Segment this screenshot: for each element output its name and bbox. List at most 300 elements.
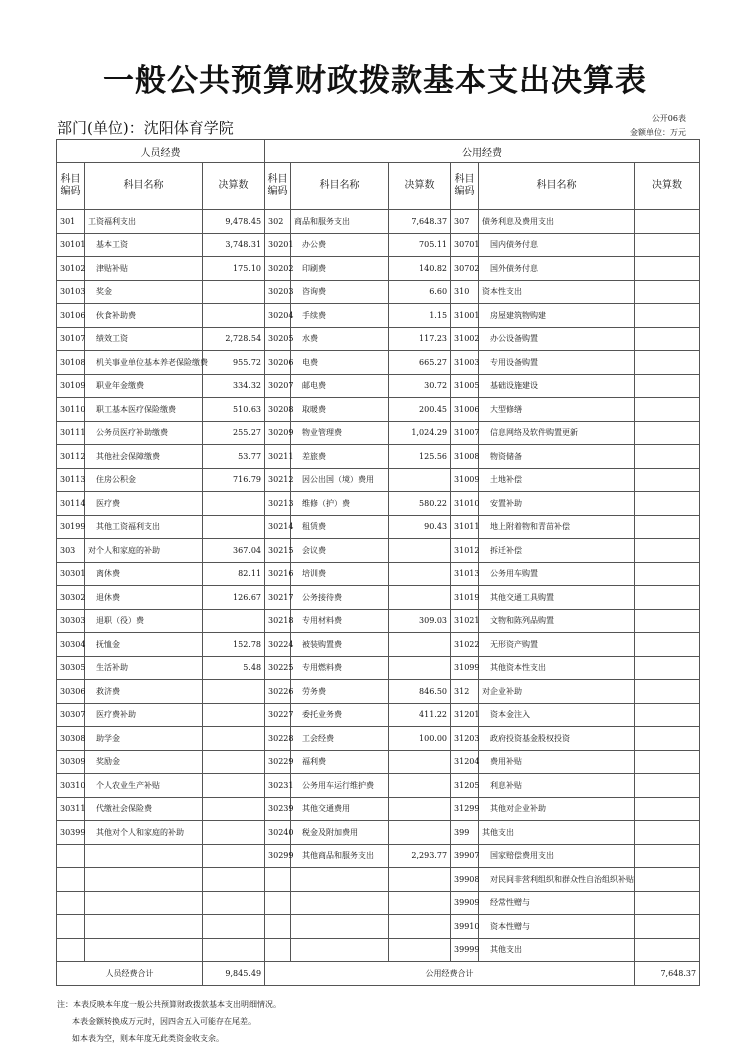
expenditure-table: [56, 139, 700, 986]
name-cell: 国外债务付息: [479, 257, 635, 281]
code-cell: [265, 915, 291, 939]
name-cell: 对民间非营利组织和群众性自治组织补贴: [479, 868, 635, 892]
name-cell: 差旅费: [291, 445, 389, 469]
code-cell: 30229: [265, 750, 291, 774]
header-name: 科目名称: [85, 163, 203, 210]
amount-cell: 255.27: [203, 421, 265, 445]
code-cell: 30307: [57, 703, 85, 727]
code-cell: 30218: [265, 609, 291, 633]
name-cell: 拆迁补偿: [479, 539, 635, 563]
name-cell: 委托业务费: [291, 703, 389, 727]
name-cell: 租赁费: [291, 515, 389, 539]
amount-cell: 117.23: [389, 327, 451, 351]
header-code: 科目编码: [265, 163, 291, 210]
name-cell: [85, 938, 203, 962]
amount-cell: [389, 797, 451, 821]
public-total-value: 7,648.37: [635, 962, 700, 986]
table-row: [57, 844, 700, 868]
table-row: [57, 280, 700, 304]
code-cell: 30399: [57, 821, 85, 845]
amount-cell: 7,648.37: [389, 210, 451, 234]
name-cell: 国家赔偿费用支出: [479, 844, 635, 868]
amount-cell: 510.63: [203, 398, 265, 422]
name-cell: 工会经费: [291, 727, 389, 751]
amount-cell: [635, 609, 700, 633]
code-cell: 30309: [57, 750, 85, 774]
amount-cell: 5.48: [203, 656, 265, 680]
code-cell: 301: [57, 210, 85, 234]
name-cell: 商品和服务支出: [291, 210, 389, 234]
form-number: 公开06表: [651, 114, 686, 123]
table-row: [57, 586, 700, 610]
code-cell: 30101: [57, 233, 85, 257]
name-cell: 因公出国（境）费用: [291, 468, 389, 492]
amount-cell: [635, 915, 700, 939]
code-cell: 31010: [451, 492, 479, 516]
code-cell: 30217: [265, 586, 291, 610]
code-cell: 30299: [265, 844, 291, 868]
table-row: [57, 703, 700, 727]
name-cell: 津贴补贴: [85, 257, 203, 281]
code-cell: 30209: [265, 421, 291, 445]
name-cell: 伙食补助费: [85, 304, 203, 328]
code-cell: 39999: [451, 938, 479, 962]
header-amount: 决算数: [635, 163, 700, 210]
footnote: 如本表为空，则本年度无此类资金收支余。: [72, 1034, 224, 1043]
amount-cell: [389, 915, 451, 939]
code-cell: 30226: [265, 680, 291, 704]
amount-cell: [389, 586, 451, 610]
personnel-total-label: 人员经费合计: [57, 962, 203, 986]
name-cell: 生活补助: [85, 656, 203, 680]
code-cell: 30106: [57, 304, 85, 328]
name-cell: 经常性赠与: [479, 891, 635, 915]
amount-cell: [389, 821, 451, 845]
amount-cell: [203, 821, 265, 845]
amount-cell: [635, 539, 700, 563]
name-cell: 物业管理费: [291, 421, 389, 445]
code-cell: [57, 844, 85, 868]
header-name: 科目名称: [479, 163, 635, 210]
code-cell: 31203: [451, 727, 479, 751]
code-cell: 31006: [451, 398, 479, 422]
amount-cell: [203, 891, 265, 915]
name-cell: 离休费: [85, 562, 203, 586]
amount-cell: [203, 680, 265, 704]
code-cell: 30231: [265, 774, 291, 798]
code-cell: 31201: [451, 703, 479, 727]
table-row: [57, 915, 700, 939]
amount-cell: [203, 280, 265, 304]
group-header-personnel: 人员经费: [57, 140, 265, 163]
name-cell: 奖金: [85, 280, 203, 304]
table-row: [57, 445, 700, 469]
amount-cell: [389, 562, 451, 586]
name-cell: 医疗费: [85, 492, 203, 516]
table-row: [57, 797, 700, 821]
amount-cell: [635, 398, 700, 422]
code-cell: 30302: [57, 586, 85, 610]
code-cell: 30107: [57, 327, 85, 351]
table-row: [57, 938, 700, 962]
name-cell: 被装购置费: [291, 633, 389, 657]
code-cell: 31003: [451, 351, 479, 375]
name-cell: 资本金注入: [479, 703, 635, 727]
name-cell: 基础设施建设: [479, 374, 635, 398]
code-cell: [265, 891, 291, 915]
table-row: [57, 821, 700, 845]
name-cell: 资本性赠与: [479, 915, 635, 939]
code-cell: 30214: [265, 515, 291, 539]
header-code: 科目编码: [57, 163, 85, 210]
code-cell: 31204: [451, 750, 479, 774]
table-row: [57, 257, 700, 281]
amount-cell: [635, 421, 700, 445]
amount-cell: [389, 891, 451, 915]
table-row: [57, 656, 700, 680]
table-row: [57, 539, 700, 563]
name-cell: 职业年金缴费: [85, 374, 203, 398]
amount-cell: 2,728.54: [203, 327, 265, 351]
header-amount: 决算数: [203, 163, 265, 210]
name-cell: [85, 915, 203, 939]
name-cell: [291, 868, 389, 892]
name-cell: 大型修缮: [479, 398, 635, 422]
amount-cell: [203, 797, 265, 821]
amount-cell: [389, 633, 451, 657]
amount-cell: 152.78: [203, 633, 265, 657]
amount-cell: 955.72: [203, 351, 265, 375]
amount-cell: [635, 515, 700, 539]
code-cell: 310: [451, 280, 479, 304]
code-cell: 399: [451, 821, 479, 845]
amount-cell: [635, 280, 700, 304]
name-cell: 利息补贴: [479, 774, 635, 798]
name-cell: 机关事业单位基本养老保险缴费: [85, 351, 203, 375]
code-cell: 30306: [57, 680, 85, 704]
name-cell: 国内债务付息: [479, 233, 635, 257]
code-cell: 30114: [57, 492, 85, 516]
code-cell: 39909: [451, 891, 479, 915]
name-cell: 水费: [291, 327, 389, 351]
amount-cell: 411.22: [389, 703, 451, 727]
name-cell: [291, 891, 389, 915]
name-cell: 退休费: [85, 586, 203, 610]
amount-cell: 846.50: [389, 680, 451, 704]
code-cell: 31022: [451, 633, 479, 657]
table-row: [57, 351, 700, 375]
amount-cell: 9,478.45: [203, 210, 265, 234]
department-label: 部门(单位)：沈阳体育学院: [57, 119, 234, 137]
code-cell: 30311: [57, 797, 85, 821]
amount-cell: [635, 327, 700, 351]
name-cell: 专用燃料费: [291, 656, 389, 680]
table-row: [57, 868, 700, 892]
table-row: [57, 609, 700, 633]
amount-cell: 334.32: [203, 374, 265, 398]
name-cell: 物资储备: [479, 445, 635, 469]
code-cell: 31012: [451, 539, 479, 563]
code-cell: 30112: [57, 445, 85, 469]
name-cell: 政府投资基金股权投资: [479, 727, 635, 751]
table-row: [57, 562, 700, 586]
amount-cell: 90.43: [389, 515, 451, 539]
code-cell: 30304: [57, 633, 85, 657]
name-cell: 对个人和家庭的补助: [85, 539, 203, 563]
name-cell: 公务用车运行维护费: [291, 774, 389, 798]
amount-cell: [389, 938, 451, 962]
code-cell: 30108: [57, 351, 85, 375]
amount-cell: [635, 821, 700, 845]
table-row: [57, 492, 700, 516]
name-cell: 绩效工资: [85, 327, 203, 351]
code-cell: 31013: [451, 562, 479, 586]
code-cell: 39910: [451, 915, 479, 939]
footnotes: [57, 996, 281, 1047]
code-cell: 30701: [451, 233, 479, 257]
name-cell: 会议费: [291, 539, 389, 563]
amount-cell: 6.60: [389, 280, 451, 304]
name-cell: [291, 915, 389, 939]
name-cell: 安置补助: [479, 492, 635, 516]
amount-cell: 705.11: [389, 233, 451, 257]
name-cell: 房屋建筑物购建: [479, 304, 635, 328]
code-cell: 30213: [265, 492, 291, 516]
name-cell: 其他交通工具购置: [479, 586, 635, 610]
header-code: 科目编码: [451, 163, 479, 210]
name-cell: 地上附着物和青苗补偿: [479, 515, 635, 539]
name-cell: 劳务费: [291, 680, 389, 704]
amount-cell: [203, 515, 265, 539]
code-cell: 30211: [265, 445, 291, 469]
name-cell: 其他资本性支出: [479, 656, 635, 680]
amount-cell: 1.15: [389, 304, 451, 328]
code-cell: [57, 868, 85, 892]
code-cell: 30228: [265, 727, 291, 751]
footnote: 注：本表反映本年度一般公共预算财政拨款基本支出明细情况。: [57, 1000, 281, 1009]
name-cell: 助学金: [85, 727, 203, 751]
amount-cell: 125.56: [389, 445, 451, 469]
table-row: [57, 468, 700, 492]
amount-cell: 309.03: [389, 609, 451, 633]
amount-cell: [203, 304, 265, 328]
name-cell: 电费: [291, 351, 389, 375]
name-cell: 个人农业生产补贴: [85, 774, 203, 798]
amount-cell: [203, 915, 265, 939]
amount-cell: [635, 233, 700, 257]
amount-cell: 100.00: [389, 727, 451, 751]
code-cell: 30204: [265, 304, 291, 328]
name-cell: 专用设备购置: [479, 351, 635, 375]
public-total-label: 公用经费合计: [265, 962, 635, 986]
code-cell: 31002: [451, 327, 479, 351]
name-cell: 职工基本医疗保险缴费: [85, 398, 203, 422]
code-cell: 30109: [57, 374, 85, 398]
code-cell: 30199: [57, 515, 85, 539]
code-cell: 30215: [265, 539, 291, 563]
amount-cell: [203, 774, 265, 798]
amount-cell: [635, 257, 700, 281]
table-row: [57, 515, 700, 539]
code-cell: 30227: [265, 703, 291, 727]
amount-cell: [635, 586, 700, 610]
name-cell: 资本性支出: [479, 280, 635, 304]
code-cell: 30203: [265, 280, 291, 304]
code-cell: 31019: [451, 586, 479, 610]
code-cell: 312: [451, 680, 479, 704]
amount-cell: 665.27: [389, 351, 451, 375]
amount-cell: [389, 750, 451, 774]
group-header-public: 公用经费: [265, 140, 700, 163]
name-cell: 代缴社会保险费: [85, 797, 203, 821]
code-cell: 31008: [451, 445, 479, 469]
amount-unit: 金额单位：万元: [630, 128, 686, 137]
name-cell: 基本工资: [85, 233, 203, 257]
personnel-total-value: 9,845.49: [203, 962, 265, 986]
name-cell: 其他商品和服务支出: [291, 844, 389, 868]
amount-cell: [635, 891, 700, 915]
name-cell: 办公费: [291, 233, 389, 257]
amount-cell: 53.77: [203, 445, 265, 469]
table-row: [57, 633, 700, 657]
amount-cell: [389, 656, 451, 680]
code-cell: 30201: [265, 233, 291, 257]
amount-cell: [635, 633, 700, 657]
code-cell: 30206: [265, 351, 291, 375]
footnote: 本表金额转换成万元时，因四舍五入可能存在尾差。: [72, 1017, 256, 1026]
code-cell: 30303: [57, 609, 85, 633]
name-cell: 咨询费: [291, 280, 389, 304]
amount-cell: [203, 938, 265, 962]
code-cell: [265, 868, 291, 892]
amount-cell: [635, 774, 700, 798]
amount-cell: [203, 703, 265, 727]
name-cell: 办公设备购置: [479, 327, 635, 351]
name-cell: 其他支出: [479, 938, 635, 962]
amount-cell: [203, 750, 265, 774]
name-cell: 税金及附加费用: [291, 821, 389, 845]
amount-cell: 82.11: [203, 562, 265, 586]
amount-cell: [635, 844, 700, 868]
name-cell: 公务员医疗补助缴费: [85, 421, 203, 445]
amount-cell: [635, 492, 700, 516]
name-cell: 医疗费补助: [85, 703, 203, 727]
amount-cell: [635, 351, 700, 375]
code-cell: 31021: [451, 609, 479, 633]
table-row: [57, 233, 700, 257]
code-cell: 30239: [265, 797, 291, 821]
code-cell: 30207: [265, 374, 291, 398]
code-cell: 30301: [57, 562, 85, 586]
code-cell: 30216: [265, 562, 291, 586]
code-cell: [57, 891, 85, 915]
code-cell: 30113: [57, 468, 85, 492]
name-cell: 公务接待费: [291, 586, 389, 610]
table-row: [57, 727, 700, 751]
table-row: [57, 891, 700, 915]
name-cell: 无形资产购置: [479, 633, 635, 657]
name-cell: 其他对企业补助: [479, 797, 635, 821]
name-cell: 取暖费: [291, 398, 389, 422]
amount-cell: [389, 868, 451, 892]
table-row: [57, 398, 700, 422]
amount-cell: [635, 703, 700, 727]
name-cell: 维修（护）费: [291, 492, 389, 516]
code-cell: [57, 915, 85, 939]
header-amount: 决算数: [389, 163, 451, 210]
amount-cell: 30.72: [389, 374, 451, 398]
name-cell: [85, 891, 203, 915]
name-cell: 专用材料费: [291, 609, 389, 633]
amount-cell: [203, 727, 265, 751]
code-cell: 31205: [451, 774, 479, 798]
code-cell: 31099: [451, 656, 479, 680]
code-cell: 30212: [265, 468, 291, 492]
amount-cell: [635, 680, 700, 704]
table-row: [57, 750, 700, 774]
name-cell: 其他对个人和家庭的补助: [85, 821, 203, 845]
name-cell: 救济费: [85, 680, 203, 704]
table-row: [57, 774, 700, 798]
amount-cell: [635, 445, 700, 469]
code-cell: 30205: [265, 327, 291, 351]
code-cell: 307: [451, 210, 479, 234]
code-cell: 31009: [451, 468, 479, 492]
amount-cell: 1,024.29: [389, 421, 451, 445]
code-cell: 303: [57, 539, 85, 563]
name-cell: 其他工资福利支出: [85, 515, 203, 539]
name-cell: 奖励金: [85, 750, 203, 774]
amount-cell: 2,293.77: [389, 844, 451, 868]
name-cell: 对企业补助: [479, 680, 635, 704]
amount-cell: 126.67: [203, 586, 265, 610]
amount-cell: [203, 868, 265, 892]
amount-cell: [389, 774, 451, 798]
page-title: 一般公共预算财政拨款基本支出决算表: [103, 63, 647, 99]
table-row: [57, 210, 700, 234]
code-cell: 30702: [451, 257, 479, 281]
name-cell: [85, 868, 203, 892]
code-cell: 31299: [451, 797, 479, 821]
amount-cell: [635, 210, 700, 234]
amount-cell: [203, 844, 265, 868]
code-cell: 31007: [451, 421, 479, 445]
amount-cell: [635, 868, 700, 892]
name-cell: 手续费: [291, 304, 389, 328]
code-cell: 30202: [265, 257, 291, 281]
code-cell: 30310: [57, 774, 85, 798]
table-row: [57, 374, 700, 398]
table-row: [57, 421, 700, 445]
name-cell: 退职（役）费: [85, 609, 203, 633]
table-row: [57, 304, 700, 328]
amount-cell: [389, 468, 451, 492]
table-row: [57, 680, 700, 704]
name-cell: 福利费: [291, 750, 389, 774]
code-cell: 30208: [265, 398, 291, 422]
code-cell: 30240: [265, 821, 291, 845]
amount-cell: 367.04: [203, 539, 265, 563]
amount-cell: [635, 727, 700, 751]
amount-cell: [389, 539, 451, 563]
name-cell: 其他支出: [479, 821, 635, 845]
code-cell: 39907: [451, 844, 479, 868]
amount-cell: [635, 304, 700, 328]
amount-cell: [203, 492, 265, 516]
name-cell: 信息网络及软件购置更新: [479, 421, 635, 445]
header-name: 科目名称: [291, 163, 389, 210]
name-cell: 工资福利支出: [85, 210, 203, 234]
